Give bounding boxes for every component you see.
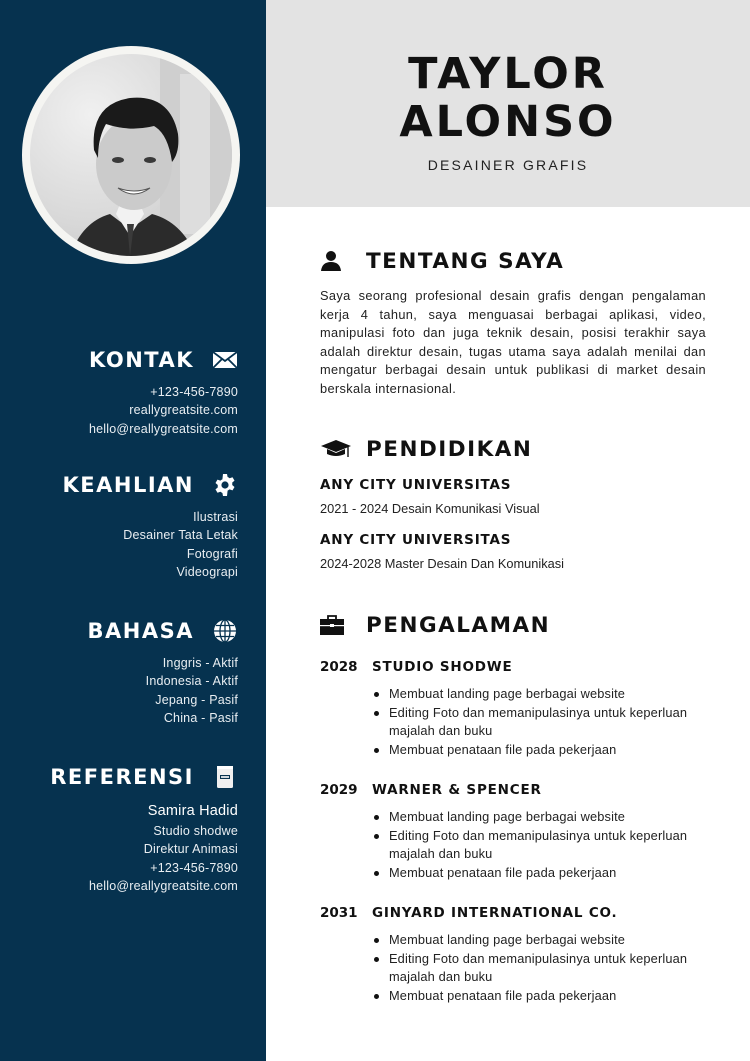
experience-task: Membuat penataan file pada pekerjaan: [372, 987, 720, 1006]
experience-task: Membuat penataan file pada pekerjaan: [372, 741, 720, 760]
language-item: Inggris - Aktif: [162, 656, 238, 670]
language-item: Indonesia - Aktif: [145, 674, 238, 689]
experience-item-header: [320, 780, 720, 800]
reference-position: Direktur Animasi: [143, 842, 238, 857]
about-section: [320, 245, 706, 399]
languages-title: BAHASA: [87, 619, 194, 643]
experience-section: [320, 609, 706, 641]
languages-section: [88, 616, 238, 727]
document-icon: [212, 764, 238, 790]
skill-item: Desainer Tata Letak: [123, 528, 238, 543]
experience-header: [320, 609, 706, 641]
experience-item-header: [320, 657, 720, 677]
education-school: ANY CITY UNIVERSITAS: [320, 532, 512, 548]
name-header: [266, 0, 750, 207]
references-title: REFERENSI: [50, 765, 194, 789]
references-section: [50, 762, 238, 895]
education-detail: 2021 - 2024 Desain Komunikasi Visual: [320, 501, 540, 516]
reference-email[interactable]: hello@reallygreatsite.com: [88, 878, 238, 893]
education-header: [320, 433, 706, 465]
experience-title: PENGALAMAN: [366, 612, 551, 638]
user-icon: [320, 247, 354, 275]
reference-name: Samira Hadid: [147, 803, 238, 819]
contact-title: KONTAK: [89, 348, 194, 372]
profile-photo: [30, 54, 232, 256]
contact-website[interactable]: reallygreatsite.com: [129, 403, 238, 418]
skill-item: Fotografi: [186, 546, 238, 561]
skills-header: [63, 470, 238, 500]
about-text: Saya seorang profesional desain grafis dengan pengalaman kerja 4 tahun, saya menguasai berbagai aplikasi, video, manipulasi foto dan juga teknik desain, posisi terakhir saya adalah direktur desain, tugas utama saya adalah menilai dan mengatur berbagai desain untuk publikasi di market desain berskala internasional.: [320, 288, 706, 396]
reference-company: Studio shodwe: [153, 824, 238, 838]
experience-task: Editing Foto dan memanipulasinya untuk keperluan majalah dan buku: [372, 950, 720, 987]
contact-phone[interactable]: +123-456-7890: [150, 385, 238, 399]
about-header: [320, 245, 706, 277]
experience-tasks: [372, 808, 720, 882]
education-item: [320, 530, 706, 573]
education-school: ANY CITY UNIVERSITAS: [320, 477, 512, 493]
graduation-cap-icon: [320, 435, 354, 463]
experience-task: Membuat landing page berbagai website: [372, 931, 720, 950]
full-name: [266, 50, 750, 146]
skill-item: Ilustrasi: [193, 510, 238, 524]
skills-title: KEAHLIAN: [62, 473, 194, 497]
language-item: China - Pasif: [163, 710, 238, 725]
skill-item: Videograpi: [176, 564, 238, 579]
reference-phone[interactable]: +123-456-7890: [150, 860, 238, 875]
contact-list: [89, 383, 238, 438]
experience-tasks: [372, 685, 720, 759]
envelope-icon: [212, 347, 238, 373]
experience-task: Editing Foto dan memanipulasinya untuk keperluan majalah dan buku: [372, 827, 720, 864]
experience-task: Membuat landing page berbagai website: [372, 685, 720, 704]
experience-task: Membuat landing page berbagai website: [372, 808, 720, 827]
first-name: TAYLOR: [408, 49, 608, 99]
references-list: [50, 800, 238, 895]
experience-company: STUDIO SHODWE: [372, 659, 513, 675]
languages-list: [88, 654, 238, 727]
experience-task: Membuat penataan file pada pekerjaan: [372, 864, 720, 883]
person-portrait-icon: [30, 54, 232, 256]
experience-year: 2028: [320, 659, 358, 675]
gear-icon: [212, 472, 238, 498]
experience-tasks: [372, 931, 720, 1005]
sidebar: [0, 0, 266, 1061]
about-title: TENTANG SAYA: [366, 248, 565, 274]
contact-header: [89, 345, 238, 375]
experience-task: Editing Foto dan memanipulasinya untuk keperluan majalah dan buku: [372, 704, 720, 741]
experience-item: [320, 657, 720, 759]
briefcase-icon: [320, 611, 354, 639]
experience-year: 2029: [320, 782, 358, 798]
contact-section: [89, 345, 238, 438]
contact-email[interactable]: hello@reallygreatsite.com: [88, 421, 238, 436]
last-name: ALONSO: [399, 97, 617, 147]
experience-year: 2031: [320, 905, 358, 921]
education-section: [320, 433, 706, 573]
experience-company: WARNER & SPENCER: [372, 782, 542, 798]
education-item: [320, 475, 706, 518]
job-title: DESAINER GRAFIS: [427, 157, 589, 173]
language-item: Jepang - Pasif: [155, 692, 238, 707]
profile-photo-frame: [22, 46, 240, 264]
experience-item: [320, 780, 720, 882]
skills-list: [63, 508, 238, 581]
languages-header: [88, 616, 238, 646]
experience-item: [320, 903, 720, 1005]
experience-item-header: [320, 903, 720, 923]
references-header: [50, 762, 238, 792]
experience-company: GINYARD INTERNATIONAL CO.: [372, 905, 618, 921]
skills-section: [63, 470, 238, 581]
education-title: PENDIDIKAN: [366, 436, 533, 462]
education-detail: 2024-2028 Master Desain Dan Komunikasi: [320, 556, 564, 571]
globe-icon: [212, 618, 238, 644]
